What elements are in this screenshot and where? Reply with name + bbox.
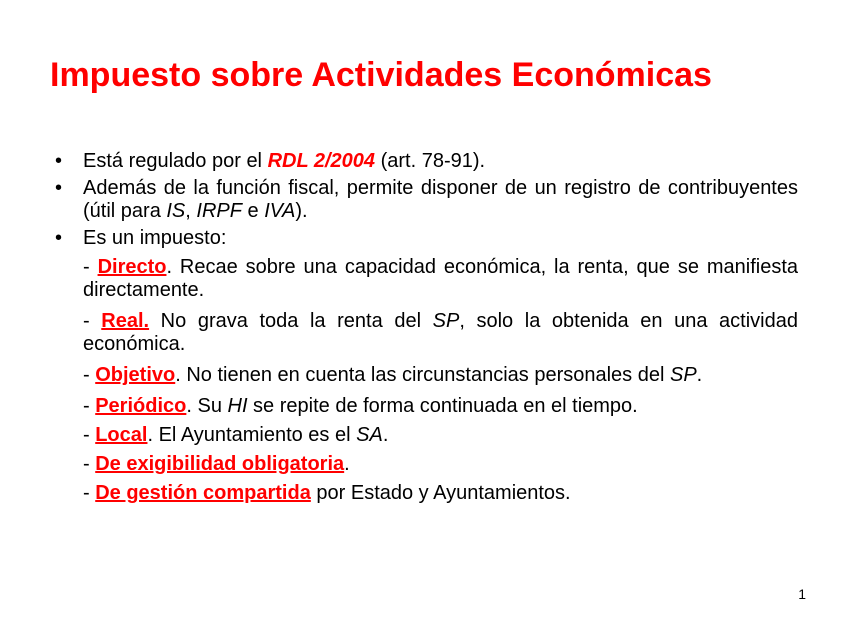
characteristic-text: . [344, 453, 350, 475]
dash: - [83, 310, 102, 332]
abbreviation: SP [432, 310, 460, 332]
characteristic-term: Periódico [95, 395, 187, 417]
characteristic-periodico [55, 395, 798, 418]
characteristic-local [55, 424, 798, 447]
characteristic-text: , solo la obtenida en una actividad económica. [83, 310, 798, 355]
dash: - [83, 256, 98, 278]
bullet-text: Es un impuesto: [83, 227, 227, 249]
bullet-text: , [185, 200, 197, 222]
bullet-text: Además de la función fiscal, permite disponer de un registro de contribuyentes (útil para [83, 177, 798, 222]
bullet-icon: • [55, 150, 63, 172]
law-reference: RDL 2/2004 [267, 150, 376, 172]
characteristic-text: . [382, 424, 389, 446]
characteristic-term: De exigibilidad obligatoria [95, 453, 345, 475]
slide-title: Impuesto sobre Actividades Económicas [50, 56, 712, 94]
characteristic-text: . El Ayuntamiento es el [147, 424, 357, 446]
characteristic-term: Directo [97, 256, 167, 278]
characteristic-term: Objetivo [95, 364, 176, 386]
bullet-icon: • [55, 227, 63, 249]
bullet-text: ). [295, 200, 308, 222]
bullet-characteristics [55, 227, 798, 250]
dash: - [83, 424, 96, 446]
characteristic-text: . [696, 364, 703, 386]
characteristic-text: . Su [186, 395, 228, 417]
characteristic-real [55, 310, 798, 356]
abbreviation: SA [356, 424, 383, 446]
characteristic-text: por Estado y Ayuntamientos. [310, 482, 571, 504]
characteristic-term: Local [95, 424, 148, 446]
bullet-text: Está regulado por el [83, 150, 268, 172]
abbreviation: HI [227, 395, 248, 417]
page-number: 1 [798, 586, 806, 602]
characteristic-text: se repite de forma continuada en el tiempo. [247, 395, 638, 417]
abbreviation: SP [669, 364, 697, 386]
bullet-text: e [241, 200, 265, 222]
characteristic-term: Real. [101, 310, 150, 332]
characteristic-gestion [55, 482, 798, 505]
bullet-icon: • [55, 177, 63, 199]
characteristic-term: De gestión compartida [95, 482, 311, 504]
dash: - [83, 395, 96, 417]
dash: - [83, 453, 96, 475]
tax-abbreviation: IS [166, 200, 186, 222]
bullet-registry [55, 177, 798, 223]
characteristic-objetivo [55, 364, 798, 387]
characteristic-text: No grava toda la renta del [149, 310, 433, 332]
characteristic-text: . Recae sobre una capacidad económica, la renta, que se manifiesta directamente. [83, 256, 798, 301]
dash: - [83, 482, 96, 504]
characteristic-exigibilidad [55, 453, 798, 476]
bullet-text: (art. 78-91). [375, 150, 486, 172]
tax-abbreviation: IVA [264, 200, 296, 222]
dash: - [83, 364, 96, 386]
bullet-legal-basis [55, 150, 798, 173]
characteristic-text: . No tienen en cuenta las circunstancias personales del [175, 364, 670, 386]
tax-abbreviation: IRPF [196, 200, 242, 222]
slide-content [55, 150, 798, 505]
characteristic-directo [55, 256, 798, 302]
